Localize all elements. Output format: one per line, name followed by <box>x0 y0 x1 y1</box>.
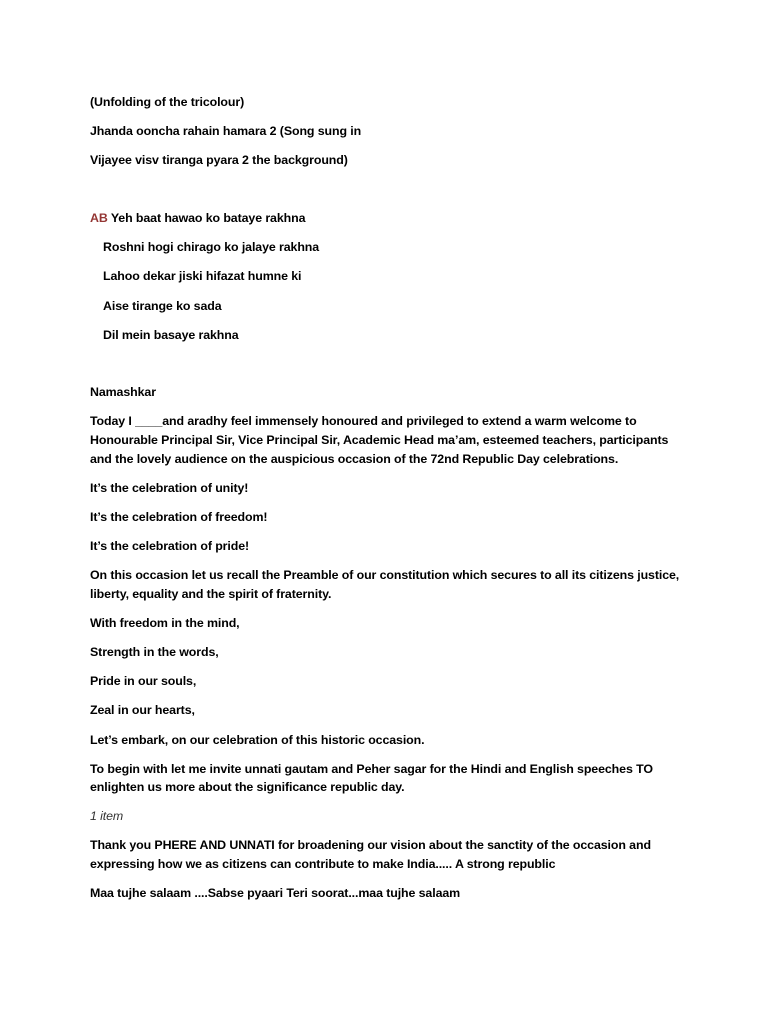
welcome-line: Honourable Principal Sir, Vice Principal Sir, Academic Head ma’am, esteemed teachers, participants <box>90 433 669 447</box>
stage-direction: (Unfolding of the tricolour) <box>90 95 245 109</box>
item-note: 1 item <box>90 809 124 823</box>
poem-first-line <box>90 210 305 226</box>
invite-line: enlighten us more about the significance republic day. <box>90 780 405 794</box>
poem-line: Lahoo dekar jiski hifazat humne ki <box>103 269 302 283</box>
greeting: Namashkar <box>90 385 156 399</box>
song-line: Maa tujhe salaam ....Sabse pyaari Teri soorat...maa tujhe salaam <box>90 886 461 900</box>
poem-line: Yeh baat hawao ko bataye rakhna <box>107 211 306 225</box>
poem-line: Aise tirange ko sada <box>103 299 222 313</box>
motto-line: Let’s embark, on our celebration of this historic occasion. <box>90 733 425 747</box>
song-line: Vijayee visv tiranga pyara 2 the background) <box>90 153 348 167</box>
welcome-line: and the lovely audience on the auspicious occasion of the 72nd Republic Day celebrations. <box>90 452 619 466</box>
invite-line: To begin with let me invite unnati gautam and Peher sagar for the Hindi and English speeches TO <box>90 762 653 776</box>
speaker-label: AB <box>90 211 108 225</box>
preamble-line: On this occasion let us recall the Preamble of our constitution which secures to all its citizens justice, <box>90 568 680 582</box>
celebration-line: It’s the celebration of pride! <box>90 539 250 553</box>
motto-line: Strength in the words, <box>90 645 219 659</box>
song-line: Jhanda ooncha rahain hamara 2 (Song sung in <box>90 124 362 138</box>
celebration-line: It’s the celebration of unity! <box>90 481 249 495</box>
thanks-line: Thank you PHERE AND UNNATI for broadening our vision about the sanctity of the occasion and <box>90 838 651 852</box>
celebration-line: It’s the celebration of freedom! <box>90 510 268 524</box>
motto-line: With freedom in the mind, <box>90 616 240 630</box>
poem-line: Dil mein basaye rakhna <box>103 328 239 342</box>
motto-line: Zeal in our hearts, <box>90 703 195 717</box>
motto-line: Pride in our souls, <box>90 674 197 688</box>
preamble-line: liberty, equality and the spirit of fraternity. <box>90 587 332 601</box>
thanks-line: expressing how we as citizens can contribute to make India..... A strong republic <box>90 857 556 871</box>
welcome-line: Today I ____and aradhy feel immensely honoured and privileged to extend a warm welcome to <box>90 414 637 428</box>
poem-line: Roshni hogi chirago ko jalaye rakhna <box>103 240 320 254</box>
